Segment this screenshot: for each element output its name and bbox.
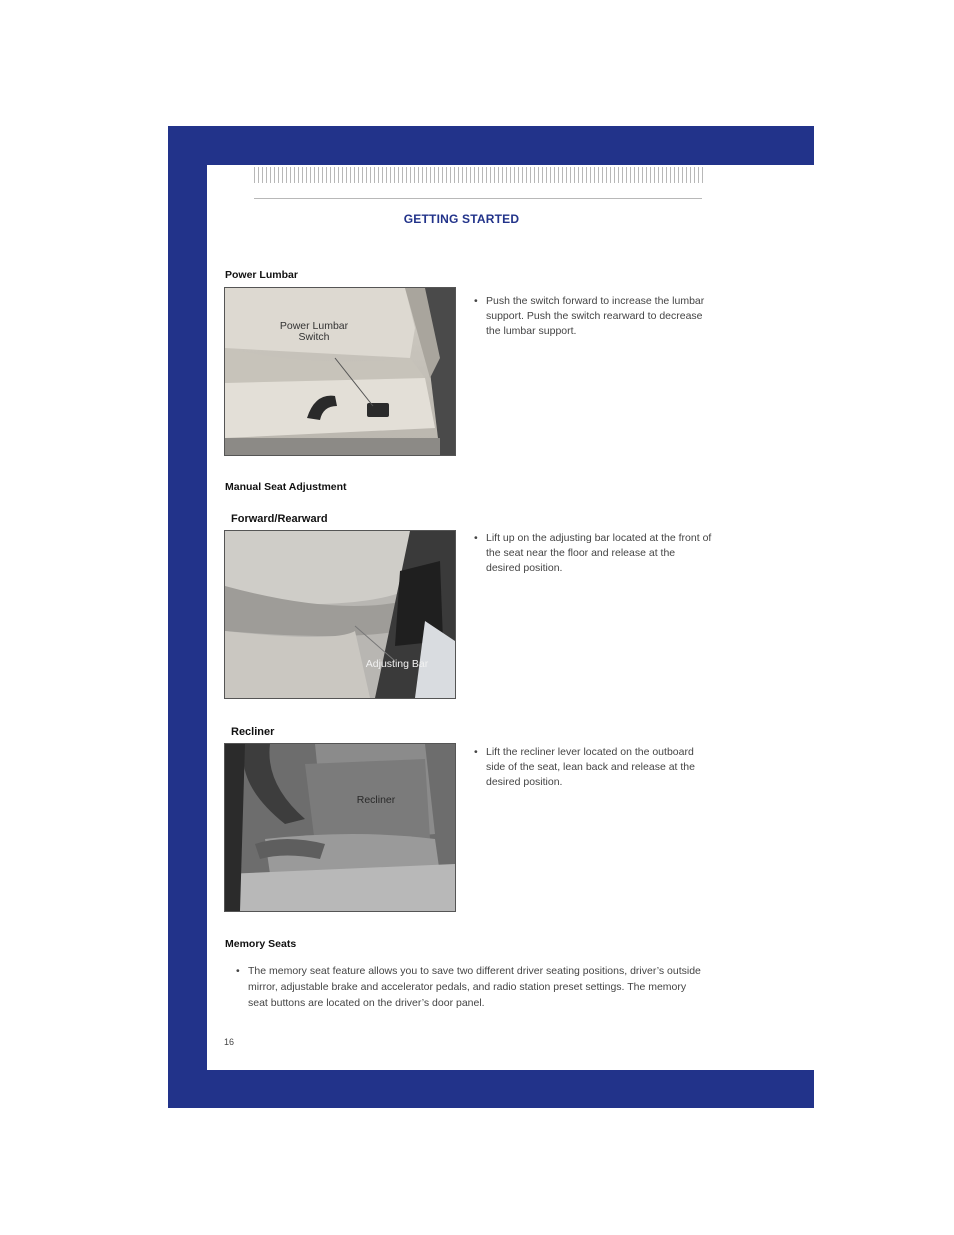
power-lumbar-bullet-text: Push the switch forward to increase the lumbar support. Push the switch rearward to decrease the lumbar support.	[486, 295, 705, 337]
power-lumbar-photo	[224, 287, 456, 456]
bullet-dot: •	[474, 532, 478, 544]
forward-rearward-photo	[224, 530, 456, 699]
forward-rearward-subheading: Forward/Rearward	[231, 513, 328, 525]
memory-seats-bullet-text: The memory seat feature allows you to save two different driver seating positions, driver’s outside mirror, adjustable brake and accelerator pedals, and radio station preset settings. The memory seat buttons are located on the driver’s door panel.	[248, 965, 701, 1009]
recliner-bullet-text: Lift the recliner lever located on the outboard side of the seat, lean back and release at the desired position.	[486, 746, 695, 788]
forward-rearward-bullet	[474, 531, 712, 576]
memory-seats-bullet	[236, 963, 704, 1011]
adjusting-bar-photo-label: Adjusting Bar	[365, 658, 429, 670]
page-number: 16	[224, 1037, 235, 1047]
bullet-dot: •	[474, 746, 478, 758]
power-lumbar-photo-label: Power Lumbar	[279, 320, 349, 332]
manual-seat-heading: Manual Seat Adjustment	[225, 481, 347, 493]
power-lumbar-heading: Power Lumbar	[225, 269, 298, 281]
recliner-subheading: Recliner	[231, 726, 275, 738]
memory-seats-heading: Memory Seats	[225, 938, 297, 950]
header-rule	[254, 198, 702, 199]
power-lumbar-photo-label-2: Switch	[298, 331, 330, 343]
bullet-dot: •	[474, 295, 478, 307]
power-lumbar-bullet	[474, 294, 708, 339]
recliner-photo	[224, 743, 456, 912]
header-tick-bar	[254, 167, 703, 183]
recliner-photo-label: Recliner	[356, 794, 396, 806]
section-title: GETTING STARTED	[403, 212, 520, 226]
forward-rearward-bullet-text: Lift up on the adjusting bar located at the front of the seat near the floor and release at the desired position.	[486, 532, 712, 574]
recliner-bullet	[474, 745, 708, 790]
bullet-dot: •	[236, 965, 240, 977]
